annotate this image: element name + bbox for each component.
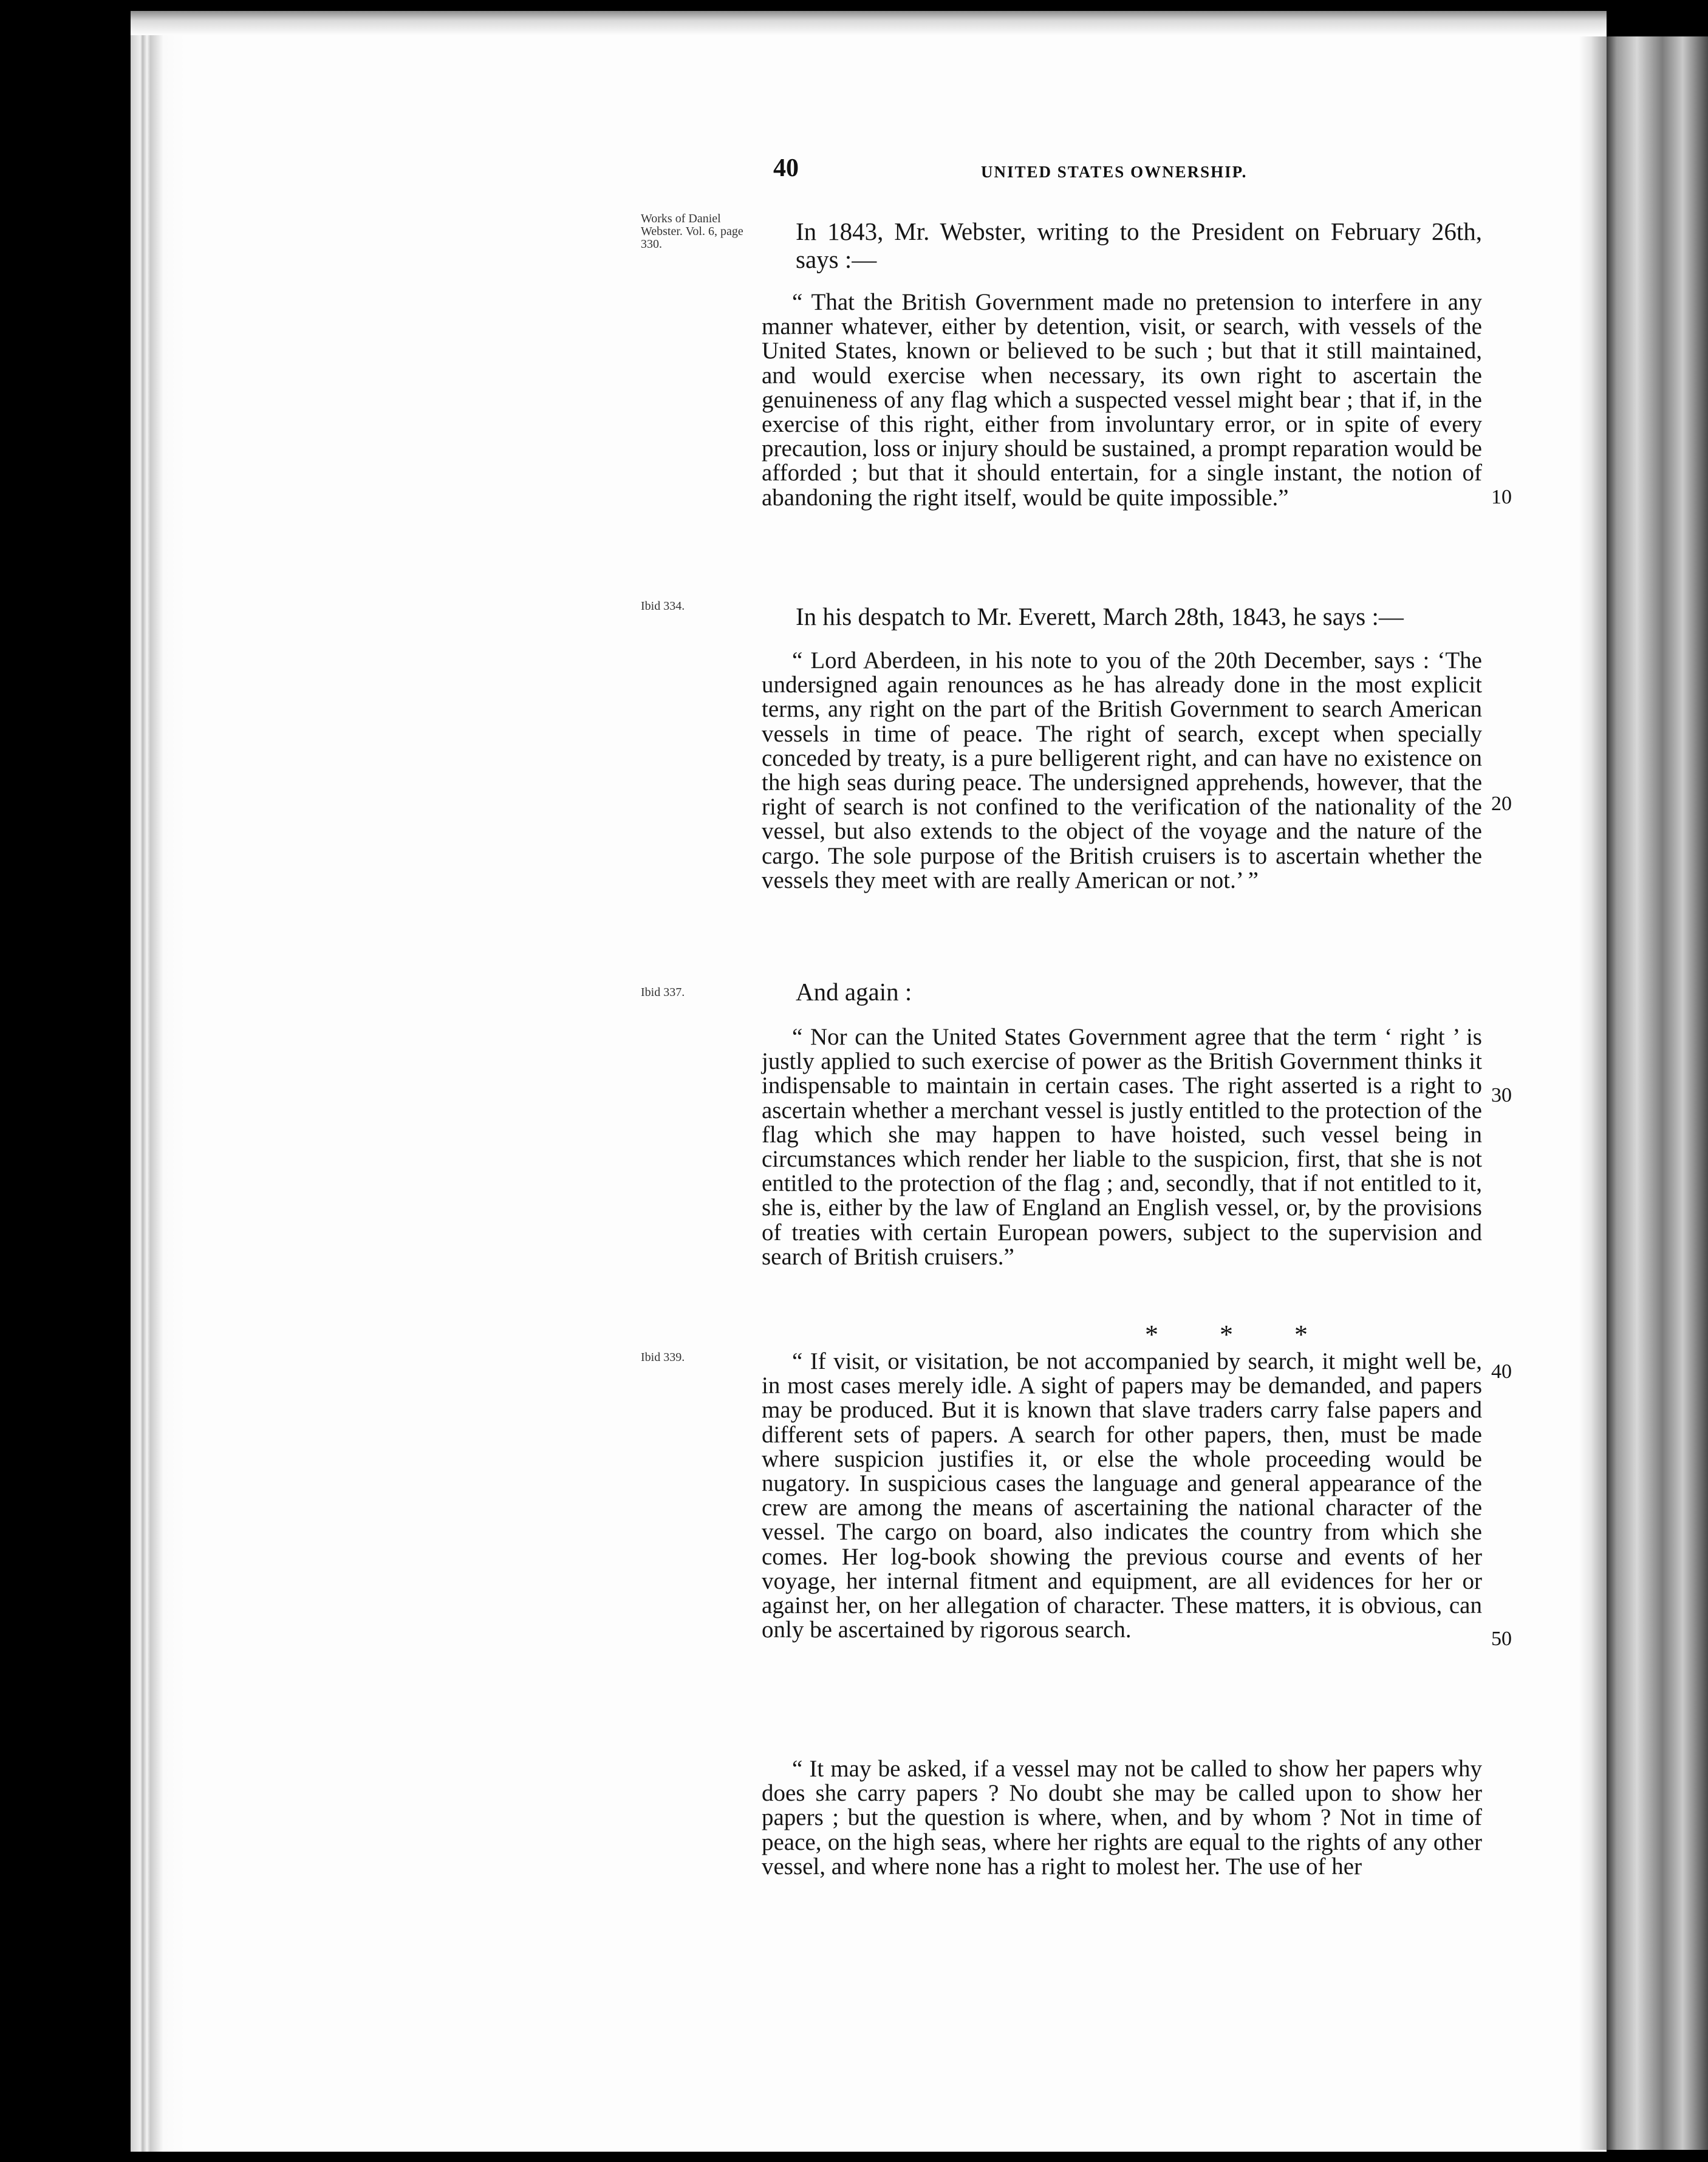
line-number: 20	[1491, 793, 1512, 815]
paragraph-intro: In his despatch to Mr. Everett, March 28th, 1843, he says :—	[796, 602, 1404, 630]
quotation: “ Nor can the United States Government agree that the term ‘ right ’ is justly applied to such exercise of power as the British Government thinks it indispensable to maintain in certain cases. The right asserted is a right to ascertain whether a merchant vessel is justly entitled to the protection of the flag which she may happen to have hoisted, such vessel being in circumstances which render her liable to the suspicion, first, that she is not entitled to the protection of the flag ; and, secondly, that if not entitled to it, she is, either by the law of England an English vessel, or, by the provisions of treaties with certain European powers, subject to the supervision and search of British cruisers.”	[762, 1024, 1482, 1270]
running-title: UNITED STATES OWNERSHIP.	[981, 163, 1248, 181]
page-top-edge	[131, 11, 1607, 35]
page-gutter	[1579, 36, 1608, 2150]
quotation: “ If visit, or visitation, be not accompanied by search, it might well be, in most cases merely idle. A sight of papers may be demanded, and papers may be produced. But it is known that slave traders carry false papers and different sets of papers. A search for other papers, then, must be made where suspicion justifies it, or else the whole proceeding would be nugatory. In suspicious cases the language and general appearance of the crew are among the means of ascertaining the national character of the vessel. The cargo on board, also indicates the country from which she comes. Her log-book showing the previous course and events of her voyage, her internal fitment and equipment, are all evidences for her or against her, on her allegation of character. These matters, it is obvious, can only be ascertained by rigorous search.	[762, 1348, 1482, 1643]
margin-note: Works of Daniel Webster. Vol. 6, page 330.	[641, 212, 743, 251]
margin-note: Ibid 334.	[641, 599, 685, 613]
page-number: 40	[773, 154, 799, 182]
page-edge-shading	[131, 11, 185, 2152]
paragraph-intro: And again :	[796, 978, 912, 1006]
paragraph-intro: In 1843, Mr. Webster, writing to the President on February 26th, says :—	[796, 217, 1482, 273]
margin-note: Ibid 339.	[641, 1351, 685, 1364]
line-number: 10	[1491, 486, 1512, 508]
line-number: 50	[1491, 1628, 1512, 1650]
book-spine	[1607, 36, 1708, 2150]
margin-note: Ibid 337.	[641, 986, 685, 999]
quotation: “ Lord Aberdeen, in his note to you of the 20th December, says : ‘The undersigned again renounces as he has already done in the most explicit terms, any right on the part of the British Government to search American vessels in time of peace. The right of search, except when specially conceded by treaty, is a pure belligerent right, and can have no existence on the high seas during peace. The undersigned apprehends, however, that the right of search is not confined to the verification of the nationality of the vessel, but also extends to the object of the voyage and the nature of the cargo. The sole purpose of the British cruisers is to ascertain whether the vessels they meet with are really American or not.’ ”	[762, 647, 1482, 893]
ellipsis-stars: * * *	[1145, 1320, 1308, 1349]
quotation: “ That the British Government made no pretension to interfere in any manner whatever, either by detention, visit, or search, with vessels of the United States, known or believed to be such ; but that it still maintained, and would exercise when necessary, its own right to ascertain the genuineness of any flag which a suspected vessel might bear ; that if, in the exercise of this right, either from involuntary error, or in spite of every precaution, loss or injury should be sustained, a prompt reparation would be afforded ; but that it should entertain, for a single instant, the notion of abandoning the right itself, would be quite impossible.”	[762, 289, 1482, 511]
line-number: 40	[1491, 1360, 1512, 1383]
quotation: “ It may be asked, if a vessel may not be called to show her papers why does she carry papers ? No doubt she may be called upon to show her papers ; but the question is where, when, and by whom ? Not in time of peace, on the high seas, where her rights are equal to the rights of any other vessel, and where none has a right to molest her. The use of her	[762, 1756, 1482, 1880]
line-number: 30	[1491, 1084, 1512, 1107]
